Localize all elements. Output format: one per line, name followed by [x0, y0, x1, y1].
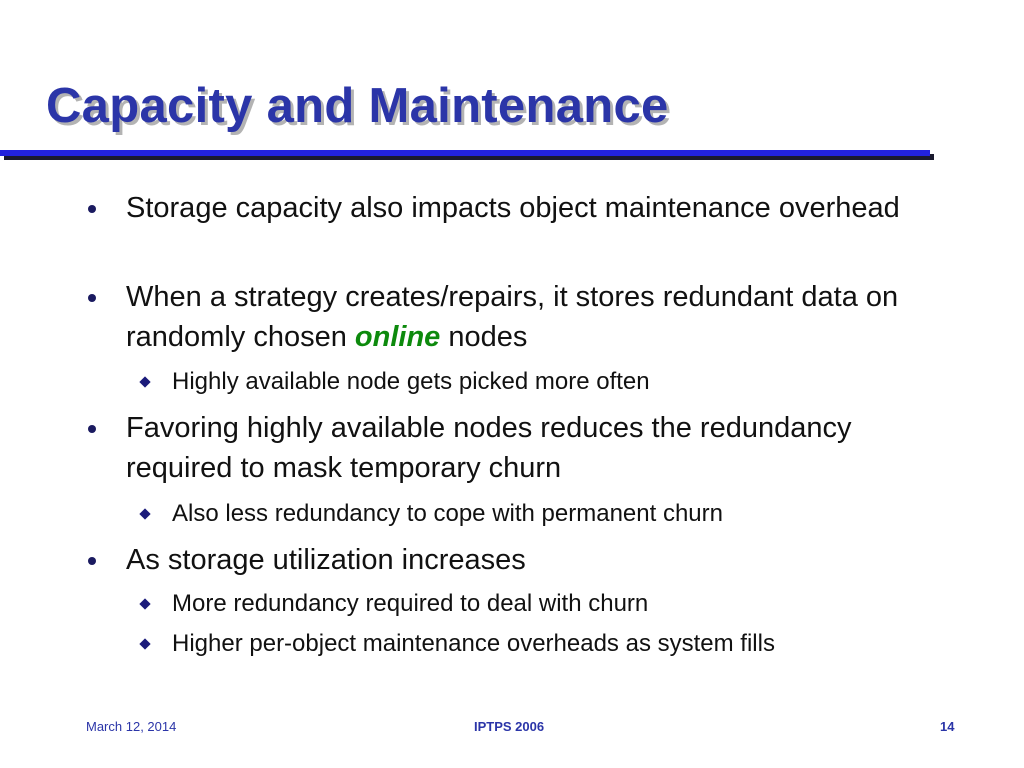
sub-bullet-item: Highly available node gets picked more often [172, 368, 650, 395]
title-underline [0, 150, 934, 162]
sub-bullet-item: Higher per-object maintenance overheads as system fills [172, 630, 775, 657]
sub-bullet-item: More redundancy required to deal with churn [172, 590, 649, 617]
sub-bullet-diamond-icon [139, 638, 150, 649]
bullet-dot-icon [88, 294, 96, 302]
sub-bullet-diamond-icon [139, 508, 150, 519]
emphasis-online: online [354, 321, 441, 353]
footer-conference: IPTPS 2006 [474, 719, 545, 734]
bullet-item-1: Storage capacity also impacts object maintenance overhead [126, 192, 900, 224]
bullet-item-2 [126, 277, 926, 357]
slide-title: Capacity and Maintenance [46, 79, 669, 133]
bullet-dot-icon [88, 205, 96, 213]
bullet-item-2-text-after: nodes [440, 321, 528, 353]
footer-date: March 12, 2014 [86, 719, 177, 734]
bullet-item-4: As storage utilization increases [126, 544, 526, 576]
sub-bullet-diamond-icon [139, 376, 150, 387]
bullet-item-2-text-before: When a strategy creates/repairs, it stores redundant data on randomly chosen [126, 281, 899, 353]
bullet-item-3: Favoring highly available nodes reduces the redundancy required to mask temporary churn [126, 412, 852, 484]
page-number: 14 [940, 719, 955, 734]
title-underline-bar [0, 150, 930, 156]
bullet-dot-icon [88, 557, 96, 565]
bullet-dot-icon [88, 425, 96, 433]
sub-bullet-item: Also less redundancy to cope with permanent churn [172, 500, 723, 527]
sub-bullet-diamond-icon [139, 598, 150, 609]
